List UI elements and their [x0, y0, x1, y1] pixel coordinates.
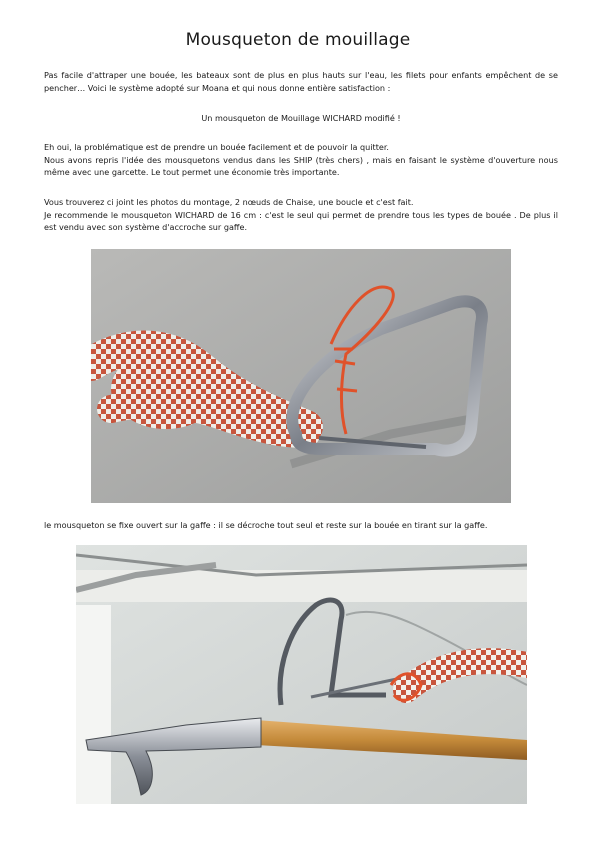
- boathook-carabiner-illustration: [76, 545, 527, 804]
- page-title: Mousqueton de mouillage: [185, 30, 411, 50]
- carabiner-rope-illustration: [91, 249, 511, 503]
- montage-line-2: Je recommende le mousqueton WICHARD de 16 cm : c'est le seul qui permet de prendre tous les types de bouée . De plus il est vendu avec son système d'accroche sur gaffe.: [44, 209, 558, 233]
- intro-text: Pas facile d'attraper une bouée, les bateaux sont de plus en plus hauts sur l'eau, les filets pour enfants empêchent de se pencher… Voici le système adopté sur Moana et qui nous donne entière satisfaction :: [44, 70, 558, 93]
- subtitle-line: [44, 112, 558, 125]
- carabiner-rope-photo: [91, 249, 511, 503]
- photo-caption: le mousqueton se fixe ouvert sur la gaffe : il se décroche tout seul et reste sur la bouée en tirant sur la gaffe.: [44, 520, 488, 530]
- subtitle-text: Un mousqueton de Mouillage WICHARD modifié !: [201, 113, 401, 123]
- intro-paragraph: [44, 69, 558, 94]
- problem-paragraph: [44, 141, 558, 179]
- boathook-carabiner-photo: [76, 545, 527, 804]
- montage-paragraph: [44, 196, 558, 234]
- problem-line-1: Eh oui, la problématique est de prendre un bouée facilement et de pouvoir la quitter.: [44, 142, 389, 152]
- montage-line-1: Vous trouverez ci joint les photos du montage, 2 nœuds de Chaise, une boucle et c'est fait.: [44, 197, 414, 207]
- problem-line-2: Nous avons repris l'idée des mousquetons vendus dans les SHIP (très chers) , mais en faisant le système d'ouverture nous même avec une garcette. Le tout permet une économie très importante.: [44, 154, 558, 178]
